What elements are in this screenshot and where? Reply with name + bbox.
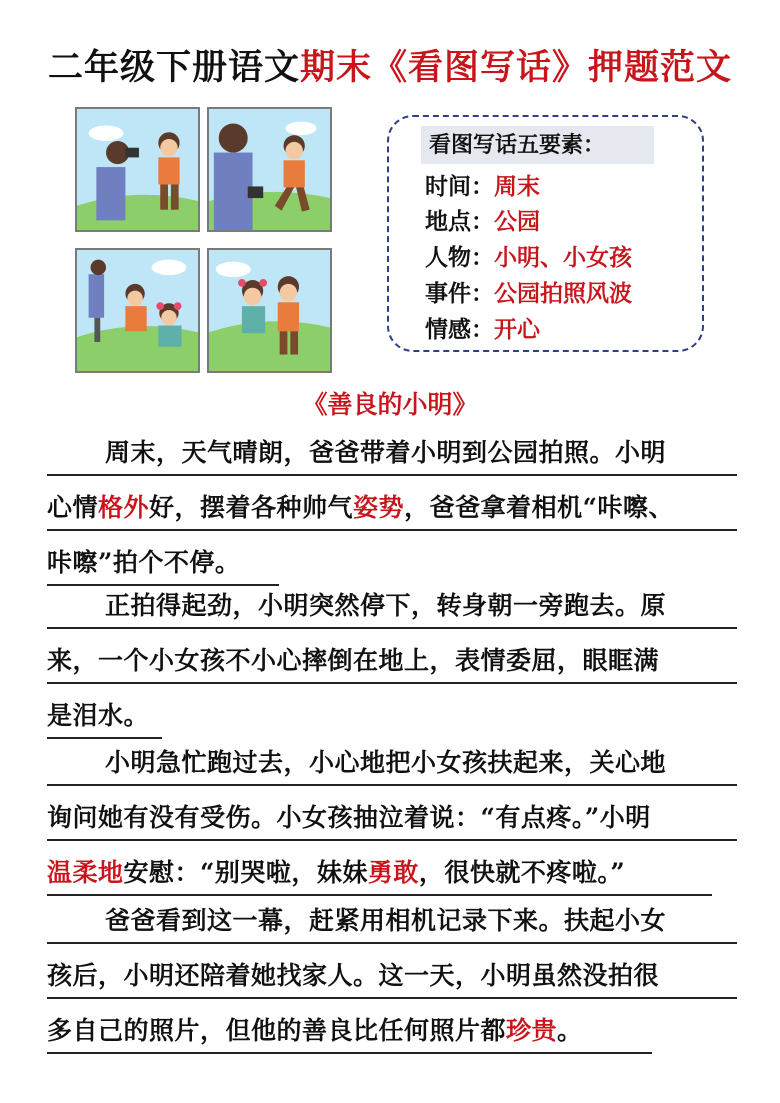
text-run: 安慰：“别哭啦，妹妹 [123,858,368,887]
picture-panel-2 [207,107,332,232]
paragraph-line: 是泪水。 [47,693,162,739]
paragraph-line: 正拍得起劲，小明突然停下，转身朝一旁跑去。原 [47,583,737,629]
five-elements-heading: 看图写话五要素： [421,126,654,164]
story-title: 《善良的小明》 [302,390,478,419]
highlight-word: 温柔地 [47,858,124,887]
illustration-dad-photographing [77,109,198,230]
paragraph-line: 来，一个小女孩不小心摔倒在地上，表情委屈，眼眶满 [47,638,737,684]
text-run: 心情 [47,493,99,522]
element-row-feeling [425,315,540,345]
paragraph-line [47,1008,652,1054]
element-key: 地点： [425,208,494,235]
picture-panel-1 [75,107,200,232]
illustration-boy-helps-girl [209,250,330,371]
picture-panels [75,107,333,375]
text-run: ，很快就不疼啦。” [418,858,626,887]
paragraph-line [47,850,712,896]
highlight-word: 姿势 [353,493,405,522]
picture-panel-4 [207,248,332,373]
element-row-event [425,279,632,309]
text-run: 好，摆着各种帅气 [149,493,354,522]
highlight-word: 珍贵 [506,1016,558,1045]
element-value: 小明、小女孩 [494,244,632,271]
paragraph-line [47,485,737,531]
highlight-word: 勇敢 [367,858,419,887]
paragraph-line: 询问她有没有受伤。小女孩抽泣着说：“有点疼。”小明 [47,795,737,841]
element-value: 周末 [494,173,540,200]
five-elements-box [387,115,704,352]
paragraph-line: 爸爸看到这一幕，赶紧用相机记录下来。扶起小女 [47,898,737,944]
element-key: 时间： [425,173,494,200]
element-key: 人物： [425,244,494,271]
page-title [0,40,780,90]
element-value: 公园拍照风波 [494,280,632,307]
element-value: 公园 [494,208,540,235]
element-row-people [425,243,632,273]
title-red-part: 期末《看图写话》押题范文 [300,47,733,88]
paragraph-line: 咔嚓”拍个不停。 [47,540,279,586]
paragraph-line: 周末，天气晴朗，爸爸带着小明到公园拍照。小明 [47,430,737,476]
illustration-girl-falls [77,250,198,371]
element-value: 开心 [494,316,540,343]
element-row-place [425,207,540,237]
paragraph-line: 孩后，小明还陪着她找家人。这一天，小明虽然没拍很 [47,953,737,999]
text-run: 多自己的照片，但他的善良比任何照片都 [47,1016,507,1045]
element-key: 情感： [425,316,494,343]
illustration-boy-running [209,109,330,230]
picture-panel-3 [75,248,200,373]
text-run: 。 [557,1016,583,1045]
text-run: ，爸爸拿着相机“咔嚓、 [404,493,674,522]
title-black-part: 二年级下册语文 [47,47,300,88]
element-key: 事件： [425,280,494,307]
highlight-word: 格外 [98,493,150,522]
paragraph-line: 小明急忙跑过去，小心地把小女孩扶起来，关心地 [47,740,737,786]
element-row-time [425,172,540,202]
